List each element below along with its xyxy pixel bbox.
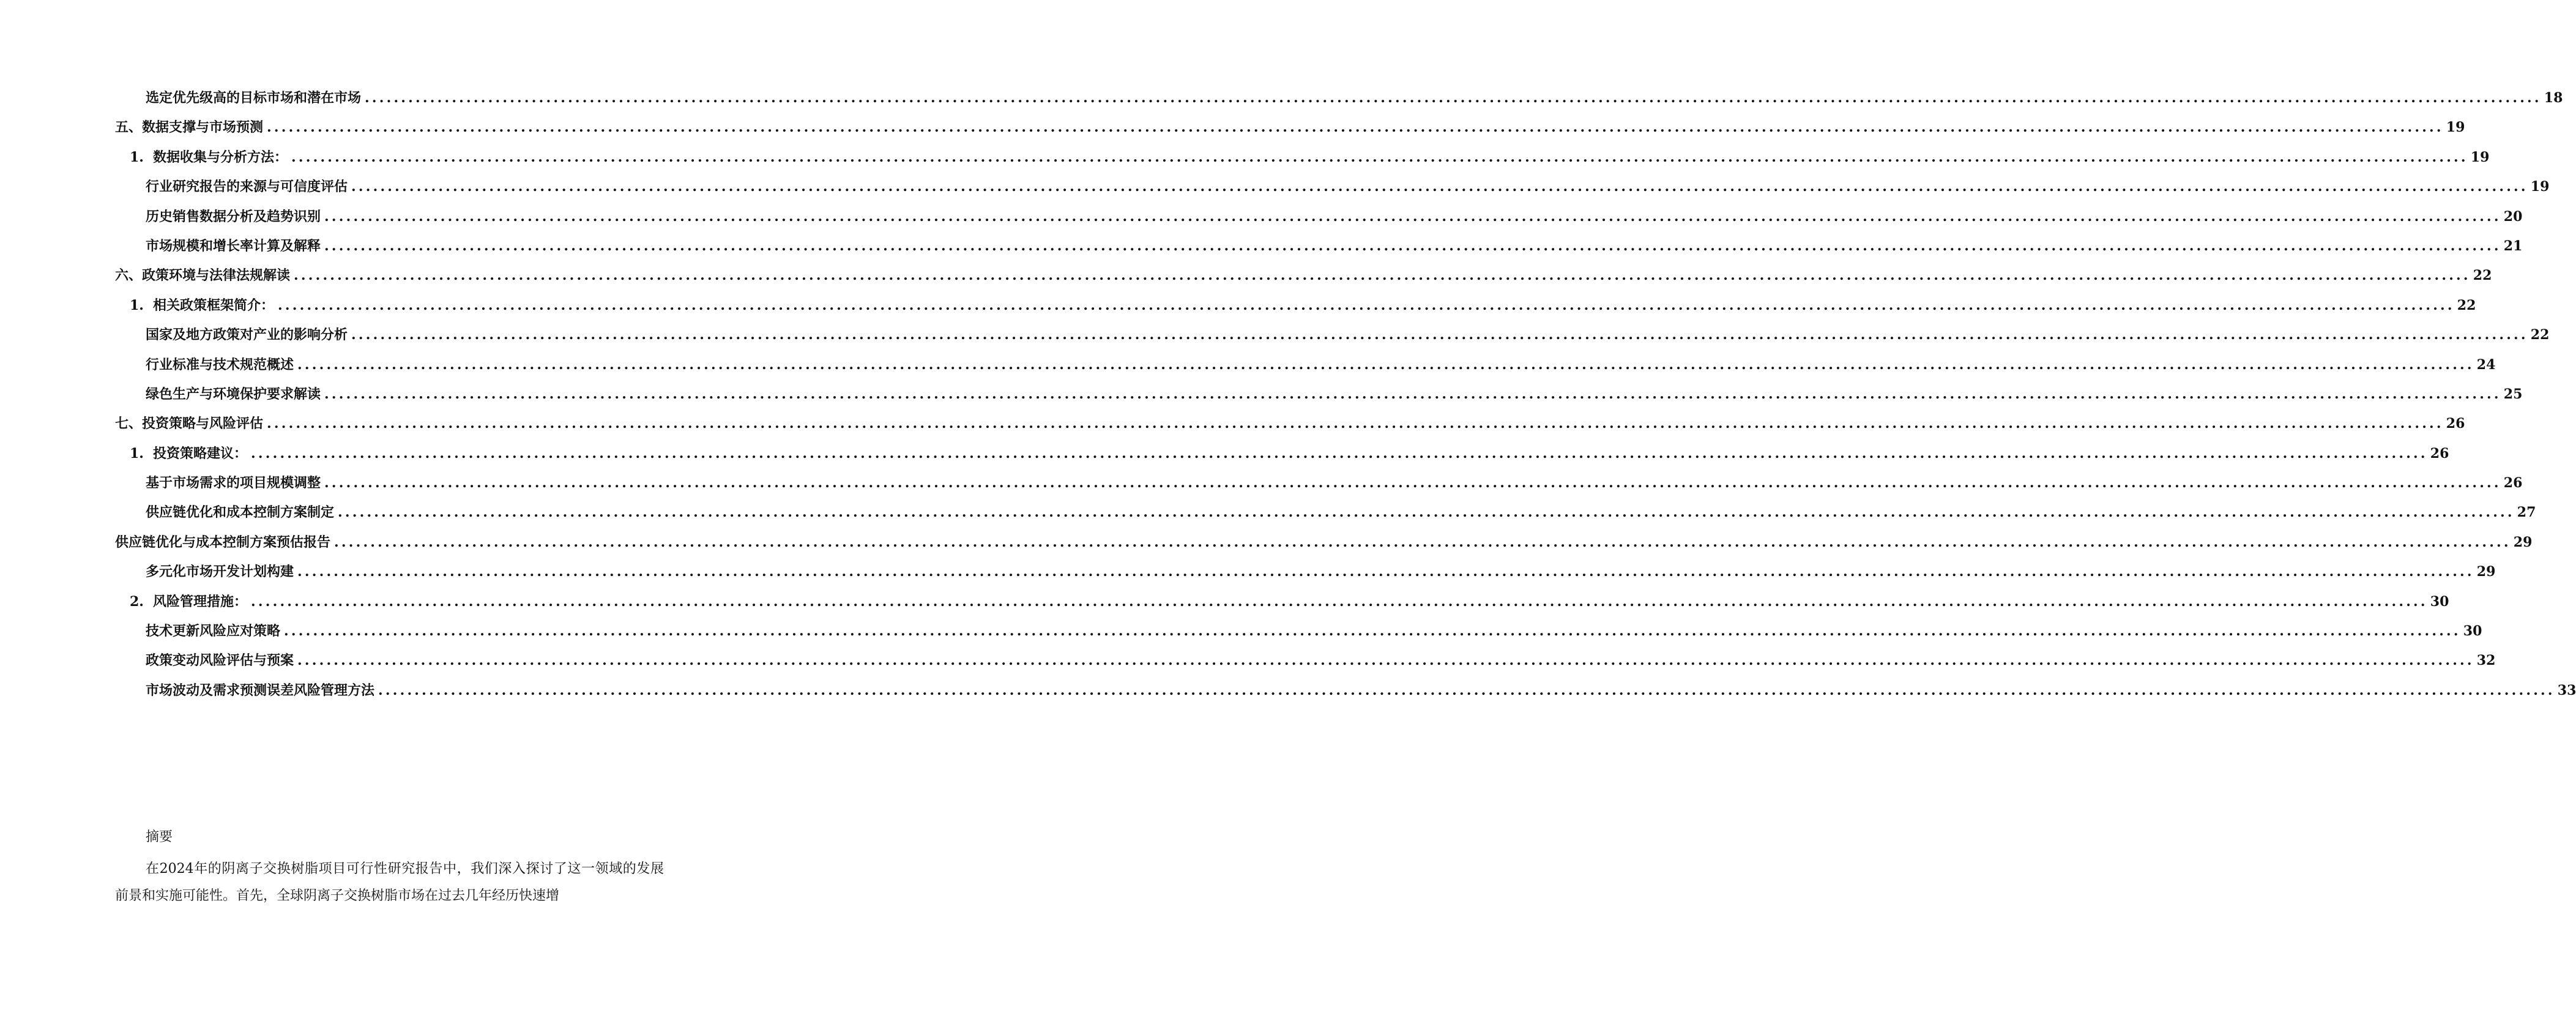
toc-page-number: 19 (2530, 179, 2550, 195)
toc-entry[interactable] (0, 413, 2465, 443)
toc-page-number: 33 (2557, 682, 2576, 698)
toc-entry[interactable] (0, 680, 2576, 709)
toc-entry-number: 2. (130, 593, 144, 610)
toc-dot-leader: ............................................................................................................................................................................................................................................................................................................ (251, 593, 2428, 610)
toc-entry-label: 政策变动风险评估与预案 (146, 653, 294, 669)
table-of-contents (0, 88, 2576, 709)
abstract-title: 摘要 (146, 829, 173, 845)
toc-page-number: 19 (2446, 119, 2465, 136)
toc-entry[interactable] (0, 176, 2550, 206)
toc-dot-leader: ............................................................................................................................................................................................................................................................................................................ (297, 564, 2474, 580)
toc-entry-number: 1. (130, 149, 144, 165)
toc-dot-leader: ............................................................................................................................................................................................................................................................................................................ (338, 504, 2515, 521)
toc-dot-leader: ............................................................................................................................................................................................................................................................................................................ (351, 327, 2528, 343)
toc-dot-leader: ............................................................................................................................................................................................................................................................................................................ (291, 149, 2468, 165)
toc-page-number: 26 (2503, 475, 2523, 492)
toc-dot-leader: ............................................................................................................................................................................................................................................................................................................ (324, 475, 2501, 492)
toc-entry-title (146, 324, 348, 345)
toc-entry-label: 基于市场需求的项目规模调整 (146, 475, 321, 492)
toc-entry[interactable] (0, 384, 2523, 413)
toc-entry[interactable] (0, 621, 2482, 650)
toc-page-number: 24 (2476, 356, 2496, 373)
toc-dot-leader: ............................................................................................................................................................................................................................................................................................................ (267, 416, 2444, 432)
toc-page-number: 20 (2503, 208, 2523, 225)
toc-dot-leader: ............................................................................................................................................................................................................................................................................................................ (324, 386, 2501, 402)
toc-page-number: 29 (2476, 564, 2496, 580)
toc-dot-leader: ............................................................................................................................................................................................................................................................................................................ (324, 238, 2501, 254)
toc-entry-title (146, 236, 321, 256)
toc-entry-label: 七、投资策略与风险评估 (115, 416, 264, 432)
toc-entry[interactable] (0, 591, 2449, 621)
toc-entry-label: 数据收集与分析方法： (153, 149, 288, 165)
toc-entry-title (146, 176, 348, 197)
toc-entry-label: 绿色生产与环境保护要求解读 (146, 386, 321, 402)
toc-entry-title (115, 265, 290, 286)
toc-dot-leader: ............................................................................................................................................................................................................................................................................................................ (267, 119, 2444, 136)
toc-entry[interactable] (0, 147, 2490, 176)
toc-page-number: 22 (2473, 267, 2492, 284)
toc-dot-leader: ............................................................................................................................................................................................................................................................................................................ (284, 623, 2461, 640)
toc-entry-label: 选定优先级高的目标市场和潜在市场 (146, 90, 362, 106)
toc-entry[interactable] (0, 473, 2523, 502)
toc-entry-title (115, 532, 330, 553)
toc-entry-title (146, 621, 280, 642)
toc-page-number: 19 (2470, 149, 2490, 165)
toc-entry-label: 投资策略建议： (153, 445, 248, 462)
toc-page-number: 22 (2457, 297, 2476, 313)
toc-entry-number: 1. (130, 445, 144, 462)
abstract-section (115, 826, 664, 910)
toc-dot-leader: ............................................................................................................................................................................................................................................................................................................ (294, 267, 2471, 284)
toc-entry-title (130, 147, 288, 168)
toc-entry-title (146, 384, 321, 405)
toc-page-number: 27 (2517, 504, 2536, 521)
toc-page-number: 18 (2544, 90, 2563, 106)
toc-page-number: 26 (2446, 416, 2465, 432)
toc-dot-leader: ............................................................................................................................................................................................................................................................................................................ (365, 90, 2542, 106)
toc-entry-label: 六、政策环境与法律法规解读 (115, 267, 291, 284)
toc-page-number: 30 (2430, 593, 2449, 610)
toc-entry-label: 市场波动及需求预测误差风险管理方法 (146, 682, 375, 698)
toc-entry[interactable] (0, 88, 2563, 117)
toc-entry-title (130, 443, 247, 464)
toc-entry-title (146, 473, 321, 493)
toc-dot-leader: ............................................................................................................................................................................................................................................................................................................ (334, 534, 2511, 550)
toc-page-number: 32 (2476, 653, 2496, 669)
abstract-body: 在2024年的阴离子交换树脂项目可行性研究报告中，我们深入探讨了这一领域的发展前景和实施可能性。首先，全球阴离子交换树脂市场在过去几年经历快速增 (115, 861, 664, 903)
toc-page-number: 29 (2513, 534, 2533, 550)
toc-entry-label: 行业标准与技术规范概述 (146, 356, 294, 373)
toc-entry-title (115, 413, 263, 434)
toc-entry-label: 供应链优化和成本控制方案制定 (146, 504, 335, 521)
toc-entry[interactable] (0, 561, 2496, 591)
toc-dot-leader: ............................................................................................................................................................................................................................................................................................................ (297, 356, 2474, 373)
toc-entry-label: 相关政策框架简介： (153, 297, 275, 313)
toc-entry[interactable] (0, 265, 2492, 294)
toc-page-number: 22 (2530, 327, 2550, 343)
toc-entry-title (146, 650, 294, 671)
toc-dot-leader: ............................................................................................................................................................................................................................................................................................................ (251, 445, 2428, 462)
toc-dot-leader: ............................................................................................................................................................................................................................................................................................................ (378, 682, 2555, 698)
toc-entry-label: 多元化市场开发计划构建 (146, 564, 294, 580)
toc-entry-label: 五、数据支撑与市场预测 (115, 119, 264, 136)
toc-entry[interactable] (0, 532, 2533, 561)
toc-entry-title (146, 561, 294, 582)
toc-entry-title (130, 591, 247, 612)
toc-entry-label: 供应链优化与成本控制方案预估报告 (115, 534, 331, 550)
toc-entry[interactable] (0, 117, 2465, 146)
toc-entry-title (146, 354, 294, 375)
toc-entry[interactable] (0, 206, 2523, 236)
toc-entry-title (130, 295, 274, 316)
toc-entry-label: 风险管理措施： (153, 593, 248, 610)
toc-page-number: 26 (2430, 445, 2449, 462)
toc-entry[interactable] (0, 236, 2523, 265)
toc-entry-label: 市场规模和增长率计算及解释 (146, 238, 321, 254)
toc-entry-label: 国家及地方政策对产业的影响分析 (146, 327, 348, 343)
toc-entry-title (146, 88, 361, 108)
toc-entry-title (115, 117, 263, 138)
toc-entry-title (146, 680, 374, 701)
toc-entry[interactable] (0, 324, 2550, 354)
toc-entry[interactable] (0, 650, 2496, 679)
toc-entry[interactable] (0, 354, 2496, 384)
toc-page-number: 25 (2503, 386, 2523, 402)
toc-entry-number: 1. (130, 297, 144, 313)
toc-dot-leader: ............................................................................................................................................................................................................................................................................................................ (351, 179, 2528, 195)
toc-entry[interactable] (0, 295, 2476, 324)
toc-entry-title (146, 502, 334, 523)
toc-dot-leader: ............................................................................................................................................................................................................................................................................................................ (297, 653, 2474, 669)
toc-page-number: 30 (2463, 623, 2482, 640)
toc-entry-label: 历史销售数据分析及趋势识别 (146, 208, 321, 225)
toc-entry-title (146, 206, 321, 227)
toc-dot-leader: ............................................................................................................................................................................................................................................................................................................ (278, 297, 2455, 313)
toc-dot-leader: ............................................................................................................................................................................................................................................................................................................ (324, 208, 2501, 225)
toc-entry[interactable] (0, 502, 2536, 531)
toc-page-number: 21 (2503, 238, 2523, 254)
toc-entry-label: 行业研究报告的来源与可信度评估 (146, 179, 348, 195)
toc-entry-label: 技术更新风险应对策略 (146, 623, 281, 640)
toc-entry[interactable] (0, 443, 2449, 473)
